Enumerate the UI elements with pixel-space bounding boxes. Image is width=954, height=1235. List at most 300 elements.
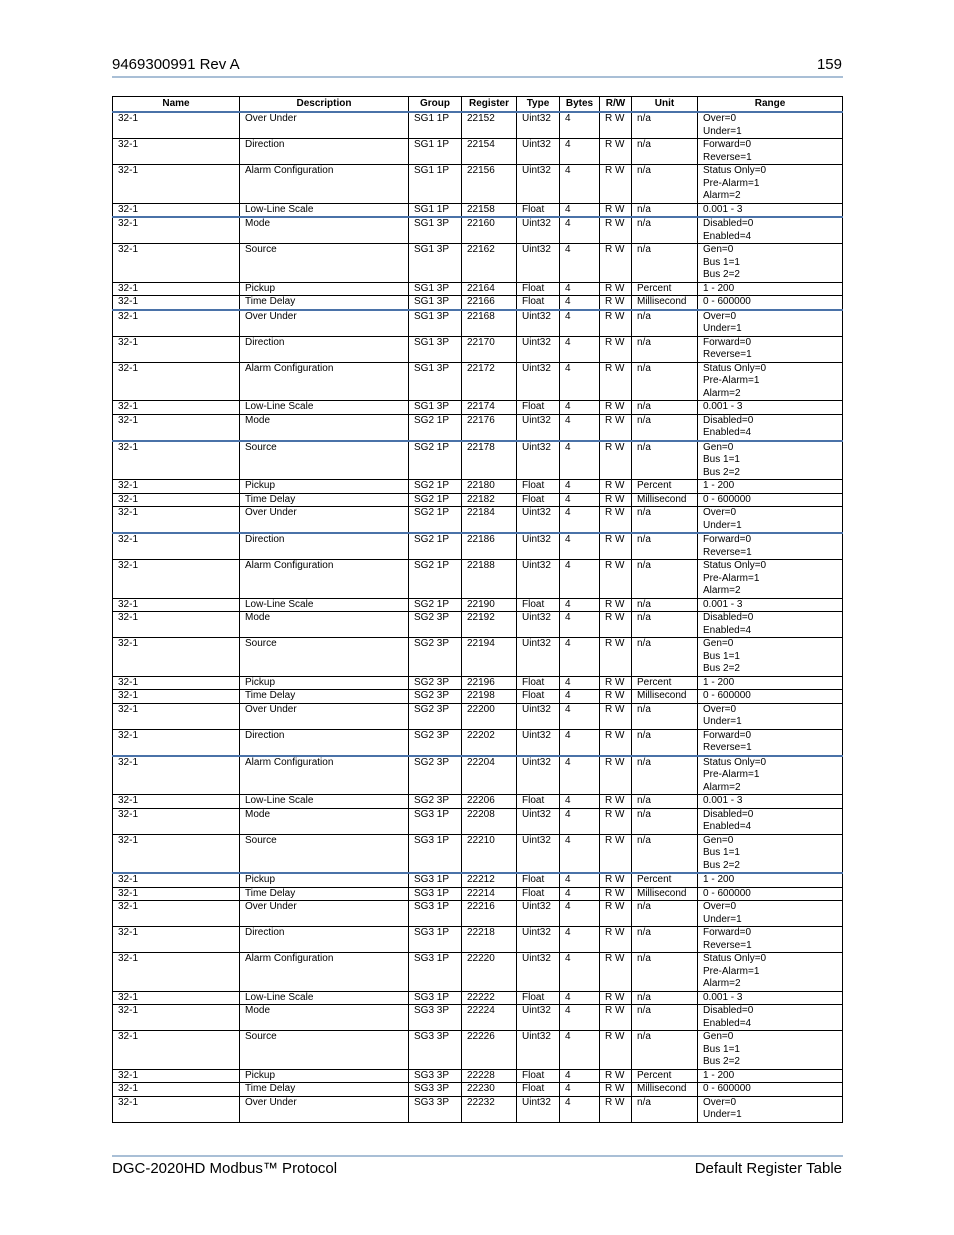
- cell-name: 32-1: [113, 507, 240, 534]
- cell-unit: n/a: [632, 362, 698, 401]
- cell-bytes: 4: [560, 441, 600, 480]
- range-line: Bus 1=1: [703, 650, 740, 662]
- cell-unit: n/a: [632, 112, 698, 139]
- cell-unit: n/a: [632, 217, 698, 244]
- range-line: Reverse=1: [703, 546, 752, 558]
- cell-range: [698, 676, 843, 690]
- cell-rw: R W: [600, 296, 632, 310]
- cell-group: SG2 3P: [409, 703, 462, 729]
- cell-name: 32-1: [113, 873, 240, 887]
- cell-range: [698, 808, 843, 834]
- range-line: Pre-Alarm=1: [703, 965, 760, 977]
- range-line: Under=1: [703, 125, 742, 137]
- cell-range: [698, 336, 843, 362]
- cell-rw: R W: [600, 1096, 632, 1122]
- cell-description: Over Under: [240, 1096, 409, 1122]
- cell-bytes: 4: [560, 244, 600, 283]
- cell-unit: n/a: [632, 901, 698, 927]
- cell-register: 22196: [462, 676, 517, 690]
- cell-group: SG2 3P: [409, 729, 462, 756]
- cell-description: Mode: [240, 217, 409, 244]
- cell-type: Uint32: [517, 336, 560, 362]
- cell-unit: n/a: [632, 560, 698, 599]
- range-line: Over=0: [703, 507, 737, 518]
- cell-description: Pickup: [240, 480, 409, 494]
- cell-rw: R W: [600, 533, 632, 560]
- cell-name: 32-1: [113, 244, 240, 283]
- cell-name: 32-1: [113, 362, 240, 401]
- cell-range: [698, 217, 843, 244]
- table-row: [113, 887, 843, 901]
- cell-register: 22168: [462, 310, 517, 337]
- range-line: Pre-Alarm=1: [703, 375, 760, 386]
- cell-register: 22220: [462, 953, 517, 992]
- cell-bytes: 4: [560, 560, 600, 599]
- range-line: Over=0: [703, 1096, 737, 1108]
- cell-register: 22186: [462, 533, 517, 560]
- cell-bytes: 4: [560, 873, 600, 887]
- cell-group: SG3 3P: [409, 1083, 462, 1097]
- cell-bytes: 4: [560, 296, 600, 310]
- cell-type: Uint32: [517, 638, 560, 677]
- cell-description: Direction: [240, 533, 409, 560]
- cell-type: Float: [517, 296, 560, 310]
- cell-register: 22194: [462, 638, 517, 677]
- cell-register: 22164: [462, 282, 517, 296]
- cell-name: 32-1: [113, 887, 240, 901]
- range-line: Bus 2=2: [703, 466, 740, 478]
- cell-name: 32-1: [113, 690, 240, 704]
- cell-rw: R W: [600, 638, 632, 677]
- cell-register: 22154: [462, 139, 517, 165]
- cell-group: SG3 3P: [409, 1005, 462, 1031]
- cell-range: [698, 1096, 843, 1122]
- cell-description: Pickup: [240, 1069, 409, 1083]
- cell-name: 32-1: [113, 834, 240, 873]
- cell-unit: n/a: [632, 795, 698, 809]
- table-row: [113, 401, 843, 415]
- cell-register: 22214: [462, 887, 517, 901]
- range-line: Reverse=1: [703, 742, 752, 753]
- cell-unit: Percent: [632, 1069, 698, 1083]
- cell-bytes: 4: [560, 953, 600, 992]
- cell-name: 32-1: [113, 203, 240, 217]
- cell-group: SG1 1P: [409, 139, 462, 165]
- cell-type: Uint32: [517, 217, 560, 244]
- cell-unit: n/a: [632, 703, 698, 729]
- range-line: Bus 2=2: [703, 663, 740, 674]
- cell-unit: Millisecond: [632, 690, 698, 704]
- cell-range: [698, 560, 843, 599]
- range-line: Alarm=2: [703, 387, 741, 399]
- column-header-type: Type: [517, 97, 560, 113]
- cell-range: [698, 282, 843, 296]
- cell-rw: R W: [600, 1005, 632, 1031]
- cell-unit: n/a: [632, 1096, 698, 1122]
- cell-register: 22166: [462, 296, 517, 310]
- cell-type: Uint32: [517, 165, 560, 204]
- cell-unit: n/a: [632, 244, 698, 283]
- cell-bytes: 4: [560, 282, 600, 296]
- cell-bytes: 4: [560, 217, 600, 244]
- table-row: [113, 560, 843, 599]
- cell-unit: n/a: [632, 808, 698, 834]
- cell-unit: n/a: [632, 336, 698, 362]
- cell-type: Float: [517, 1069, 560, 1083]
- cell-unit: n/a: [632, 1005, 698, 1031]
- cell-bytes: 4: [560, 756, 600, 795]
- cell-register: 22178: [462, 441, 517, 480]
- range-line: Over=0: [703, 703, 737, 715]
- cell-description: Over Under: [240, 310, 409, 337]
- cell-range: [698, 901, 843, 927]
- cell-unit: n/a: [632, 441, 698, 480]
- cell-bytes: 4: [560, 336, 600, 362]
- cell-group: SG2 3P: [409, 676, 462, 690]
- cell-description: Low-Line Scale: [240, 598, 409, 612]
- range-line: Bus 2=2: [703, 1056, 740, 1067]
- cell-group: SG3 1P: [409, 887, 462, 901]
- cell-type: Float: [517, 203, 560, 217]
- cell-range: [698, 834, 843, 873]
- table-row: [113, 1096, 843, 1122]
- cell-group: SG1 3P: [409, 310, 462, 337]
- column-header-name: Name: [113, 97, 240, 113]
- range-line: Disabled=0: [703, 414, 754, 426]
- cell-register: 22160: [462, 217, 517, 244]
- cell-range: [698, 1083, 843, 1097]
- cell-type: Uint32: [517, 139, 560, 165]
- cell-name: 32-1: [113, 441, 240, 480]
- cell-type: Uint32: [517, 362, 560, 401]
- table-row: [113, 690, 843, 704]
- cell-type: Uint32: [517, 244, 560, 283]
- range-line: Enabled=4: [703, 427, 752, 438]
- range-line: Under=1: [703, 1109, 742, 1120]
- cell-group: SG3 1P: [409, 927, 462, 953]
- range-line: Pre-Alarm=1: [703, 572, 760, 584]
- range-line: Status Only=0: [703, 756, 767, 768]
- table-row: [113, 480, 843, 494]
- cell-register: 22200: [462, 703, 517, 729]
- cell-group: SG3 1P: [409, 991, 462, 1005]
- cell-description: Direction: [240, 729, 409, 756]
- cell-group: SG3 3P: [409, 1096, 462, 1122]
- cell-group: SG2 1P: [409, 560, 462, 599]
- table-body: [113, 112, 843, 1122]
- cell-group: SG1 3P: [409, 336, 462, 362]
- cell-name: 32-1: [113, 165, 240, 204]
- cell-name: 32-1: [113, 638, 240, 677]
- cell-name: 32-1: [113, 729, 240, 756]
- range-line: Under=1: [703, 519, 742, 531]
- column-header-unit: Unit: [632, 97, 698, 113]
- cell-description: Pickup: [240, 282, 409, 296]
- cell-description: Time Delay: [240, 690, 409, 704]
- cell-type: Float: [517, 493, 560, 507]
- table-row: [113, 676, 843, 690]
- cell-bytes: 4: [560, 612, 600, 638]
- cell-description: Source: [240, 834, 409, 873]
- table-row: [113, 729, 843, 756]
- cell-bytes: 4: [560, 203, 600, 217]
- cell-range: [698, 112, 843, 139]
- cell-bytes: 4: [560, 533, 600, 560]
- range-line: Gen=0: [703, 244, 734, 255]
- cell-type: Uint32: [517, 560, 560, 599]
- cell-rw: R W: [600, 401, 632, 415]
- cell-name: 32-1: [113, 414, 240, 441]
- cell-group: SG2 1P: [409, 533, 462, 560]
- cell-description: Direction: [240, 927, 409, 953]
- range-line: Enabled=4: [703, 1017, 752, 1029]
- table-row: [113, 901, 843, 927]
- cell-register: 22210: [462, 834, 517, 873]
- cell-register: 22208: [462, 808, 517, 834]
- cell-unit: n/a: [632, 203, 698, 217]
- column-header-bytes: Bytes: [560, 97, 600, 113]
- column-header-description: Description: [240, 97, 409, 113]
- cell-register: 22172: [462, 362, 517, 401]
- cell-type: Float: [517, 480, 560, 494]
- cell-description: Mode: [240, 414, 409, 441]
- cell-rw: R W: [600, 756, 632, 795]
- cell-range: [698, 296, 843, 310]
- range-line: 0.001 - 3: [703, 991, 743, 1003]
- cell-rw: R W: [600, 612, 632, 638]
- range-line: Bus 2=2: [703, 859, 740, 871]
- cell-description: Alarm Configuration: [240, 560, 409, 599]
- cell-bytes: 4: [560, 139, 600, 165]
- cell-register: 22162: [462, 244, 517, 283]
- cell-name: 32-1: [113, 598, 240, 612]
- table-row: [113, 282, 843, 296]
- cell-unit: n/a: [632, 310, 698, 337]
- cell-name: 32-1: [113, 927, 240, 953]
- cell-register: 22198: [462, 690, 517, 704]
- cell-type: Float: [517, 795, 560, 809]
- cell-unit: n/a: [632, 638, 698, 677]
- cell-description: Mode: [240, 808, 409, 834]
- range-line: Forward=0: [703, 336, 752, 348]
- cell-range: [698, 533, 843, 560]
- cell-bytes: 4: [560, 638, 600, 677]
- range-line: Reverse=1: [703, 349, 752, 360]
- cell-rw: R W: [600, 282, 632, 296]
- cell-range: [698, 244, 843, 283]
- cell-bytes: 4: [560, 1031, 600, 1070]
- cell-range: [698, 729, 843, 756]
- range-line: Forward=0: [703, 139, 752, 150]
- cell-unit: n/a: [632, 507, 698, 534]
- cell-rw: R W: [600, 507, 632, 534]
- cell-group: SG2 1P: [409, 493, 462, 507]
- cell-type: Uint32: [517, 756, 560, 795]
- cell-unit: n/a: [632, 533, 698, 560]
- cell-bytes: 4: [560, 165, 600, 204]
- cell-unit: Millisecond: [632, 887, 698, 901]
- cell-description: Low-Line Scale: [240, 203, 409, 217]
- cell-description: Low-Line Scale: [240, 401, 409, 415]
- cell-rw: R W: [600, 1031, 632, 1070]
- cell-bytes: 4: [560, 112, 600, 139]
- cell-name: 32-1: [113, 756, 240, 795]
- cell-rw: R W: [600, 165, 632, 204]
- cell-description: Over Under: [240, 112, 409, 139]
- cell-bytes: 4: [560, 507, 600, 534]
- range-line: Alarm=2: [703, 190, 741, 201]
- cell-register: 22206: [462, 795, 517, 809]
- cell-description: Source: [240, 1031, 409, 1070]
- cell-rw: R W: [600, 414, 632, 441]
- range-line: Under=1: [703, 716, 742, 727]
- cell-type: Uint32: [517, 729, 560, 756]
- range-line: Reverse=1: [703, 939, 752, 951]
- cell-type: Float: [517, 690, 560, 704]
- page-footer: [112, 1160, 842, 1180]
- table-row: [113, 808, 843, 834]
- cell-group: SG2 1P: [409, 441, 462, 480]
- cell-register: 22188: [462, 560, 517, 599]
- cell-bytes: 4: [560, 414, 600, 441]
- cell-register: 22190: [462, 598, 517, 612]
- cell-register: 22228: [462, 1069, 517, 1083]
- cell-unit: n/a: [632, 401, 698, 415]
- cell-bytes: 4: [560, 834, 600, 873]
- cell-type: Uint32: [517, 1096, 560, 1122]
- cell-rw: R W: [600, 598, 632, 612]
- cell-register: 22216: [462, 901, 517, 927]
- cell-bytes: 4: [560, 991, 600, 1005]
- cell-bytes: 4: [560, 1005, 600, 1031]
- cell-unit: n/a: [632, 991, 698, 1005]
- cell-unit: Percent: [632, 282, 698, 296]
- cell-unit: Percent: [632, 480, 698, 494]
- cell-type: Uint32: [517, 808, 560, 834]
- table-row: [113, 1083, 843, 1097]
- cell-group: SG2 3P: [409, 795, 462, 809]
- table-row: [113, 296, 843, 310]
- cell-register: 22182: [462, 493, 517, 507]
- cell-name: 32-1: [113, 139, 240, 165]
- range-line: Gen=0: [703, 441, 734, 453]
- range-line: Gen=0: [703, 638, 734, 649]
- table-row: [113, 165, 843, 204]
- cell-name: 32-1: [113, 282, 240, 296]
- cell-name: 32-1: [113, 1083, 240, 1097]
- cell-range: [698, 310, 843, 337]
- cell-description: Low-Line Scale: [240, 991, 409, 1005]
- range-line: Disabled=0: [703, 612, 754, 623]
- cell-rw: R W: [600, 112, 632, 139]
- cell-bytes: 4: [560, 690, 600, 704]
- range-line: 0 - 600000: [703, 690, 751, 701]
- cell-range: [698, 493, 843, 507]
- cell-register: 22222: [462, 991, 517, 1005]
- table-row: [113, 953, 843, 992]
- cell-group: SG3 1P: [409, 901, 462, 927]
- cell-group: SG2 1P: [409, 414, 462, 441]
- cell-range: [698, 480, 843, 494]
- cell-name: 32-1: [113, 703, 240, 729]
- cell-type: Float: [517, 1083, 560, 1097]
- cell-register: 22204: [462, 756, 517, 795]
- table-row: [113, 927, 843, 953]
- cell-rw: R W: [600, 1083, 632, 1097]
- range-line: Forward=0: [703, 729, 752, 741]
- cell-rw: R W: [600, 887, 632, 901]
- range-line: Bus 1=1: [703, 847, 740, 858]
- cell-group: SG1 3P: [409, 362, 462, 401]
- cell-group: SG2 3P: [409, 638, 462, 677]
- range-line: 0.001 - 3: [703, 203, 743, 215]
- table-row: [113, 873, 843, 887]
- range-line: Under=1: [703, 323, 742, 334]
- cell-type: Uint32: [517, 533, 560, 560]
- cell-name: 32-1: [113, 401, 240, 415]
- cell-type: Float: [517, 598, 560, 612]
- cell-description: Time Delay: [240, 493, 409, 507]
- cell-register: 22184: [462, 507, 517, 534]
- range-line: Bus 1=1: [703, 454, 740, 465]
- cell-bytes: 4: [560, 1083, 600, 1097]
- range-line: 1 - 200: [703, 1069, 735, 1081]
- table-row: [113, 507, 843, 534]
- cell-rw: R W: [600, 1069, 632, 1083]
- cell-register: 22158: [462, 203, 517, 217]
- cell-name: 32-1: [113, 533, 240, 560]
- cell-type: Float: [517, 401, 560, 415]
- header-rule: [112, 76, 843, 78]
- cell-description: Over Under: [240, 901, 409, 927]
- cell-range: [698, 927, 843, 953]
- column-header-rw: R/W: [600, 97, 632, 113]
- register-table: [112, 96, 843, 1123]
- cell-register: 22176: [462, 414, 517, 441]
- range-line: Pre-Alarm=1: [703, 177, 760, 189]
- cell-description: Direction: [240, 139, 409, 165]
- cell-rw: R W: [600, 953, 632, 992]
- cell-range: [698, 638, 843, 677]
- range-line: Disabled=0: [703, 808, 754, 820]
- cell-register: 22192: [462, 612, 517, 638]
- cell-description: Alarm Configuration: [240, 165, 409, 204]
- table-row: [113, 533, 843, 560]
- cell-register: 22230: [462, 1083, 517, 1097]
- range-line: 0 - 600000: [703, 493, 751, 505]
- cell-register: 22212: [462, 873, 517, 887]
- cell-group: SG1 3P: [409, 296, 462, 310]
- footer-rule: [112, 1155, 843, 1157]
- cell-range: [698, 690, 843, 704]
- cell-bytes: 4: [560, 927, 600, 953]
- cell-name: 32-1: [113, 480, 240, 494]
- cell-type: Float: [517, 676, 560, 690]
- cell-group: SG2 3P: [409, 612, 462, 638]
- cell-unit: n/a: [632, 612, 698, 638]
- cell-register: 22156: [462, 165, 517, 204]
- cell-type: Uint32: [517, 834, 560, 873]
- range-line: Alarm=2: [703, 978, 741, 989]
- range-line: 1 - 200: [703, 480, 735, 491]
- cell-rw: R W: [600, 690, 632, 704]
- range-line: Bus 1=1: [703, 256, 740, 268]
- cell-description: Time Delay: [240, 1083, 409, 1097]
- cell-unit: Millisecond: [632, 296, 698, 310]
- cell-rw: R W: [600, 362, 632, 401]
- cell-unit: Millisecond: [632, 1083, 698, 1097]
- cell-register: 22226: [462, 1031, 517, 1070]
